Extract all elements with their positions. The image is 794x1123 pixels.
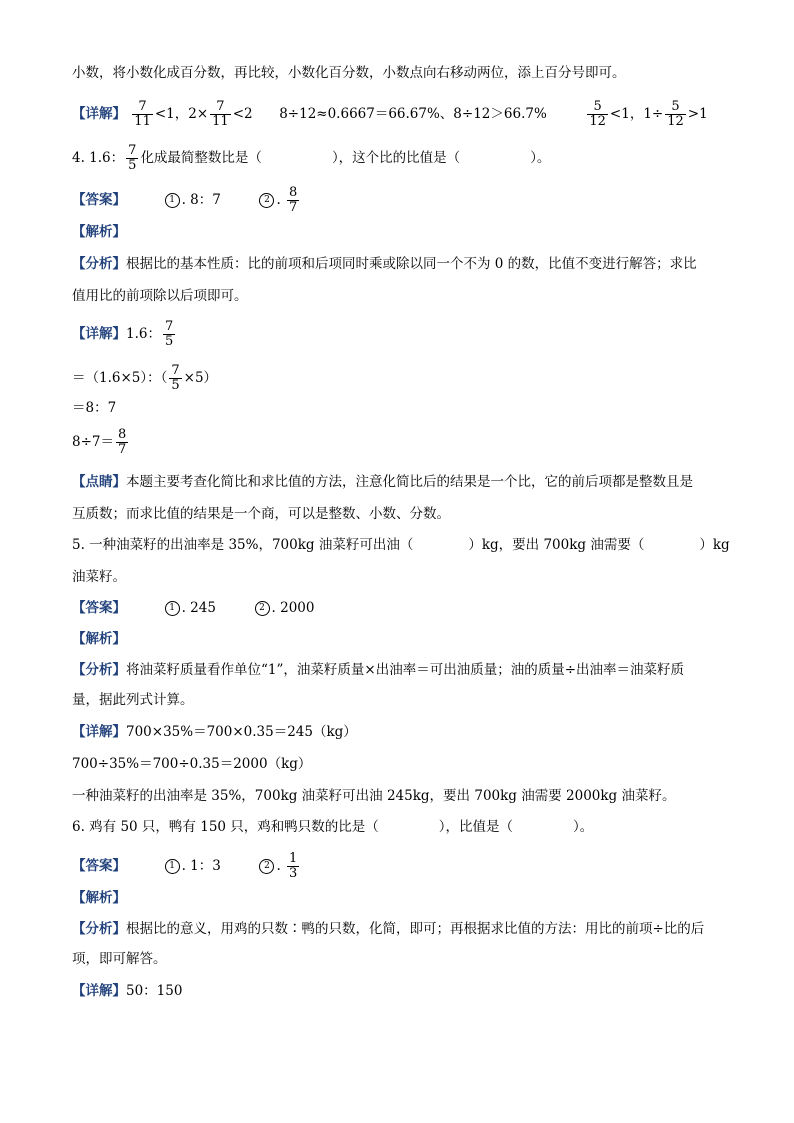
question-4 [72,144,550,173]
detail-label: 【详解】 [72,106,126,122]
key-point-label: 【点睛】 [72,474,126,490]
denominator: 3 [289,866,298,881]
answer-value: . 1：3 [181,858,221,874]
text: 1.6： [126,326,161,342]
detail-label: 【详解】 [72,326,126,342]
answer-value: . 245 [181,600,216,616]
text: ）kg [699,537,730,553]
denominator: 5 [171,378,180,393]
text: 5. 一种油菜籽的出油率是 35%，700kg 油菜籽可出油（ [72,537,414,553]
analysis-heading: 【解析】 [72,224,126,240]
denominator: 12 [667,114,684,129]
numerator: 5 [587,100,608,115]
text: >1 [687,106,708,122]
answer-label: 【答案】 [72,858,126,874]
fraction [169,364,181,393]
text: 700×35%＝700×0.35＝245（kg） [126,724,357,740]
text: ），比值是（ [438,819,514,835]
denominator: 11 [212,114,229,129]
text: ），这个比的比值是（ [331,150,461,166]
detail-line [72,981,182,1001]
text: 将油菜籽质量看作单位“1”，油菜籽质量×出油率＝可出油质量；油的质量÷出油率＝油菜籽质 [126,662,685,678]
text-line: 一种油菜籽的出油率是 35%，700kg 油菜籽可出油 245kg，要出 700kg 油需要 2000kg 油菜籽。 [72,788,676,804]
analysis-line [72,660,684,680]
text-line: 量，据此列式计算。 [72,692,194,708]
math-line: ＝8：7 [72,400,117,416]
text-line: 项，即可解答。 [72,951,167,967]
analysis-heading: 【解析】 [72,890,126,906]
text: 4. 1.6： [72,150,125,166]
detail-label: 【详解】 [72,983,126,999]
denominator: 11 [134,114,151,129]
text: ＝（1.6×5）：（ [72,370,168,386]
denominator: 12 [589,114,606,129]
circled-number-icon: 2 [259,193,274,208]
answer-value: . [276,192,281,208]
numerator: 8 [118,427,127,442]
detail-label: 【详解】 [72,724,126,740]
fraction [210,100,231,129]
text: 根据比的基本性质：比的前项和后项同时乘或除以同一个不为 0 的数，比值不变进行解答；求比 [126,256,697,272]
question-5 [72,535,730,555]
math-line: 700÷35%＝700÷0.35＝2000（kg） [72,756,312,772]
text: ×5） [183,370,218,386]
fraction [587,100,608,129]
analysis-line [72,254,697,274]
detail-line [72,320,177,349]
fraction [665,100,686,129]
numerator: 7 [164,319,174,334]
circled-number-icon: 1 [165,859,180,874]
denominator: 5 [164,334,174,349]
analysis-heading: 【解析】 [72,631,126,647]
key-point-line [72,472,693,492]
analysis-line [72,919,704,939]
text: ）。 [530,150,551,166]
numerator: 7 [128,143,137,158]
answer-value: . 2000 [271,600,315,616]
analysis-label: 【分析】 [72,921,126,937]
text-line: 油菜籽。 [72,569,126,585]
circled-number-icon: 1 [165,193,180,208]
math-line [72,428,130,457]
text-line: 互质数；而求比值的结果是一个商，可以是整数、小数、分数。 [72,506,450,522]
fraction [287,186,299,215]
circled-number-icon: 1 [165,601,180,616]
detail-comparison-line [72,100,708,129]
answer-label: 【答案】 [72,192,126,208]
denominator: 5 [128,158,137,173]
text: <1，1÷ [609,106,664,122]
text: ）kg，要出 700kg 油需要（ [468,537,645,553]
numerator: 8 [289,185,298,200]
fraction [126,144,138,173]
fraction [163,320,175,349]
numerator: 7 [210,100,231,115]
answer-label: 【答案】 [72,600,126,616]
text: ）。 [573,819,594,835]
numerator: 5 [665,100,686,115]
numerator: 1 [289,851,298,866]
denominator: 7 [289,200,298,215]
detail-line [72,722,357,742]
denominator: 7 [118,442,127,457]
answer-line [72,852,301,881]
math-line [72,364,217,393]
fraction [132,100,153,129]
answer-line [72,186,301,215]
question-6 [72,817,593,837]
text: 50：150 [126,983,183,999]
fraction [287,852,299,881]
text: 化成最简整数比是（ [140,150,262,166]
answer-value: . [276,858,281,874]
text: <1，2× [154,106,209,122]
numerator: 7 [171,363,180,378]
text: 本题主要考查化简比和求比值的方法，注意化简比后的结果是一个比，它的前后项都是整数且是 [126,474,693,490]
analysis-label: 【分析】 [72,256,126,272]
answer-line [72,598,315,618]
numerator: 7 [132,100,153,115]
text: <2 [232,106,253,122]
answer-value: . 8：7 [181,192,221,208]
text-line: 小数，将小数化成百分数，再比较，小数化百分数，小数点向右移动两位，添上百分号即可。 [72,65,626,81]
text: 根据比的意义，用鸡的只数∶鸭的只数，化简，即可；再根据求比值的方法：用比的前项÷比的后 [126,921,705,937]
text: 6. 鸡有 50 只，鸭有 150 只，鸡和鸭只数的比是（ [72,819,379,835]
fraction [116,428,128,457]
text: 8÷7＝ [72,434,114,450]
text: 8÷12≈0.6667＝66.67%、8÷12＞66.7% [279,106,547,122]
circled-number-icon: 2 [255,601,270,616]
analysis-label: 【分析】 [72,662,126,678]
text-line: 值用比的前项除以后项即可。 [72,288,248,304]
circled-number-icon: 2 [259,859,274,874]
